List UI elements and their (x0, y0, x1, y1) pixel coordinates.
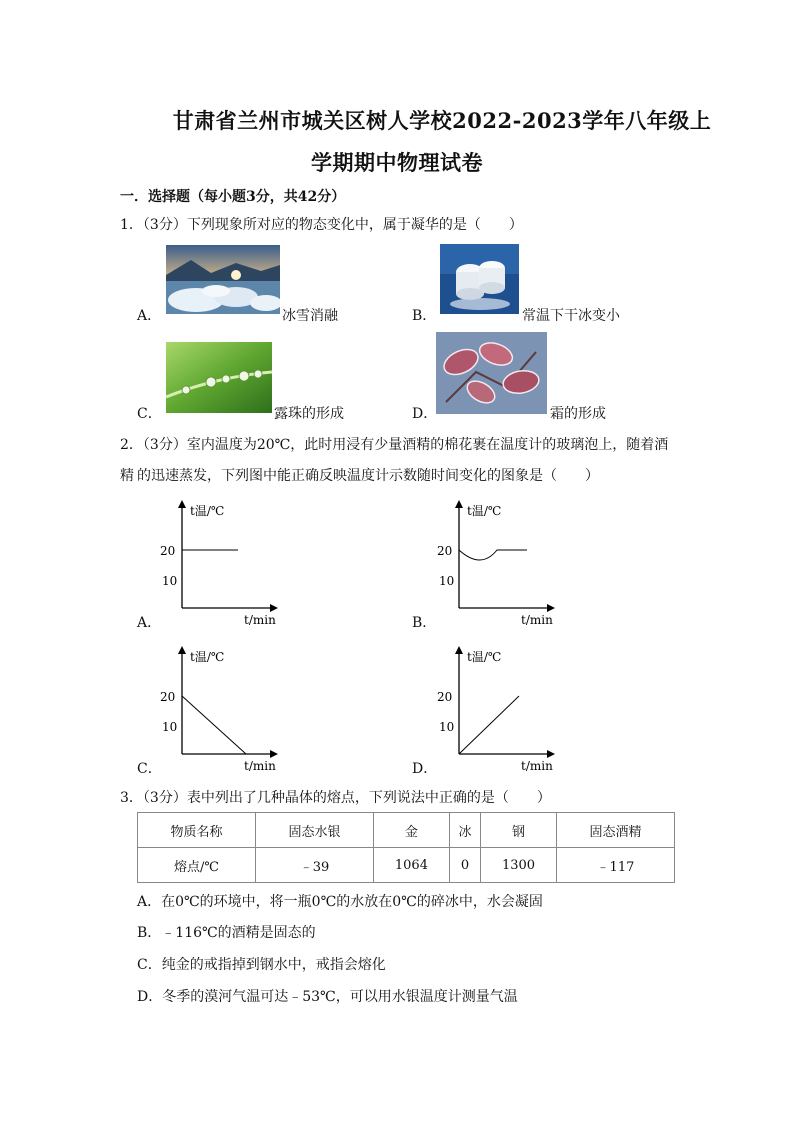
q3-choice-d: D．冬季的漠河气温可达﹣53℃，可以用水银温度计测量气温 (137, 989, 518, 1005)
table-row (138, 848, 675, 883)
q3-choice-b: B．﹣116℃的酒精是固态的 (137, 925, 316, 941)
graph-tick-10: 10 (162, 720, 178, 734)
q2-graph-b-curve (459, 550, 527, 560)
q1-option-d-label: D． (412, 406, 438, 422)
q1-option-a-text: 冰雪消融 (282, 308, 338, 324)
q1-option-b-label: B． (412, 308, 437, 324)
graph-y-label: t温/℃ (190, 650, 225, 664)
table-cell: 1064 (374, 848, 450, 883)
question-2-stem-line2: 的迅速蒸发，下列图中能正确反映温度计示数随时间变化的图象是（ ） (137, 468, 599, 484)
q1-option-d-text: 霜的形成 (550, 406, 606, 422)
table-cell: 1300 (481, 848, 557, 883)
graph-y-label: t温/℃ (467, 504, 502, 518)
q2-graph-b (437, 498, 587, 633)
table-cell: 冰 (449, 813, 480, 848)
table-cell: 固态水银 (256, 813, 374, 848)
q3-choice-a: A．在0℃的环境中，将一瓶0℃的水放在0℃的碎冰中，水会凝固 (137, 894, 543, 910)
graph-tick-20: 20 (160, 690, 176, 704)
graph-tick-20: 20 (437, 544, 453, 558)
q2-graph-d (437, 644, 587, 779)
table-header-row (138, 813, 675, 848)
graph-x-label: t/min (521, 759, 553, 773)
q2-option-a-label: A． (137, 615, 162, 631)
q1-option-b-text: 常温下干冰变小 (522, 308, 620, 324)
table-cell: 0 (449, 848, 480, 883)
section-heading: 一．选择题（每小题3分，共42分） (120, 189, 346, 205)
q2-graph-c-curve (182, 696, 246, 754)
question-2-stem-line1: 2．（3分）室内温度为20℃，此时用浸有少量酒精的棉花裹在温度计的玻璃泡上，随着酒精 (120, 437, 669, 484)
q2-graph-d-curve (459, 696, 519, 754)
graph-tick-20: 20 (160, 544, 176, 558)
dew-drops-photo (166, 342, 272, 413)
graph-y-label: t温/℃ (467, 650, 502, 664)
graph-tick-10: 10 (439, 574, 455, 588)
exam-title-line2: 学期期中物理试卷 (311, 150, 483, 175)
q1-option-c-label: C． (137, 406, 162, 422)
q2-option-b-label: B． (412, 615, 437, 631)
graph-tick-10: 10 (162, 574, 178, 588)
exam-title-line1: 甘肃省兰州市城关区树人学校2022-2023学年八年级上 (172, 108, 712, 133)
graph-x-label: t/min (521, 613, 553, 627)
graph-x-label: t/min (244, 613, 276, 627)
table-cell: 固态酒精 (556, 813, 674, 848)
table-cell: ﹣117 (556, 848, 674, 883)
ice-melting-photo (166, 245, 280, 314)
graph-tick-20: 20 (437, 690, 453, 704)
table-cell: 金 (374, 813, 450, 848)
dry-ice-photo (440, 244, 519, 314)
q2-option-d-label: D． (412, 761, 438, 777)
melting-point-table (137, 812, 675, 883)
graph-x-label: t/min (244, 759, 276, 773)
table-cell: ﹣39 (256, 848, 374, 883)
table-cell: 钢 (481, 813, 557, 848)
q1-option-c-text: 露珠的形成 (274, 406, 344, 422)
table-cell: 熔点/℃ (138, 848, 256, 883)
frost-leaves-photo (436, 332, 547, 414)
q2-graph-a (160, 498, 310, 633)
q2-graph-c (160, 644, 310, 779)
question-1-stem: 1．（3分）下列现象所对应的物态变化中，属于凝华的是（ ） (120, 217, 523, 233)
q3-choice-c: C．纯金的戒指掉到钢水中，戒指会熔化 (137, 957, 386, 973)
q1-option-a-label: A． (137, 308, 162, 324)
graph-tick-10: 10 (439, 720, 455, 734)
graph-y-label: t温/℃ (190, 504, 225, 518)
question-3-stem: 3．（3分）表中列出了几种晶体的熔点，下列说法中正确的是（ ） (120, 790, 551, 806)
q2-option-c-label: C． (137, 761, 162, 777)
table-cell: 物质名称 (138, 813, 256, 848)
